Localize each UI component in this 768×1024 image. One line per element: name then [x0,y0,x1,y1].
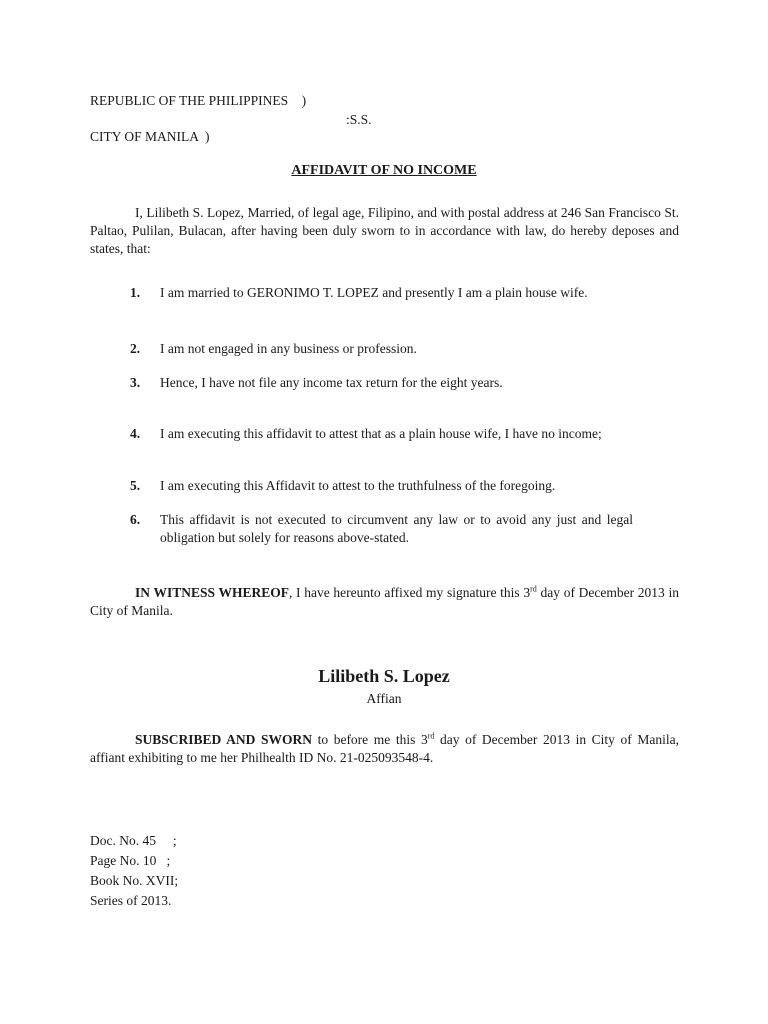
affiant-role: Affian [366,691,402,706]
list-item [130,425,633,443]
doc-number: Doc. No. 45 ; [90,833,177,848]
item-number: 4. [130,426,141,441]
list-item [130,511,633,547]
item-text: I am executing this affidavit to attest that as a plain house wife, I have no income; [160,426,602,441]
list-item [130,284,633,302]
item-text: Hence, I have not file any income tax return for the eight years. [160,375,503,390]
list-item [130,340,633,358]
jurat-ordinal: rd [427,731,435,741]
caption-city: CITY OF MANILA ) [90,129,210,144]
jurat-label: SUBSCRIBED AND SWORN [135,732,312,747]
witness-paragraph [90,584,679,620]
item-number: 2. [130,341,141,356]
affiant-name: Lilibeth S. Lopez [318,666,450,686]
jurat-text-end: day of December 2013 in City of Manila, affiant exhibiting to me her Philhealth ID No. 21-025093548-4. [90,732,679,765]
intro-paragraph: I, Lilibeth S. Lopez, Married, of legal age, Filipino, and with postal address at 246 San Francisco St. Paltao, Pulilan, Bulacan, after having been duly sworn to in accordance with law, do hereby deposes and states, that: [90,205,679,256]
page-number: Page No. 10 ; [90,853,171,868]
item-number: 6. [130,512,141,527]
series-year: Series of 2013. [90,893,172,908]
item-text: This affidavit is not executed to circumvent any law or to avoid any just and legal obligation but solely for reasons above-stated. [160,512,633,545]
witness-text-end: day of December 2013 in City of Manila. [90,585,679,618]
item-text: I am not engaged in any business or profession. [160,341,417,356]
caption-ss: :S.S. [346,112,372,127]
witness-text: , I have hereunto affixed my signature this 3 [288,585,531,600]
witness-label: IN WITNESS WHEREOF [135,585,289,600]
book-number: Book No. XVII; [90,873,179,888]
list-item [130,374,633,392]
jurat-paragraph [90,731,679,767]
item-number: 5. [130,478,141,493]
caption-republic: REPUBLIC OF THE PHILIPPINES ) [90,93,307,108]
jurat-text: to before me this 3 [312,732,428,747]
item-text: I am executing this Affidavit to attest to the truthfulness of the foregoing. [160,478,556,493]
item-text: I am married to GERONIMO T. LOPEZ and presently I am a plain house wife. [160,285,588,300]
list-item [130,477,633,495]
document-title: AFFIDAVIT OF NO INCOME [291,163,477,178]
item-number: 3. [130,375,141,390]
item-number: 1. [130,285,141,300]
witness-ordinal: rd [530,584,537,594]
